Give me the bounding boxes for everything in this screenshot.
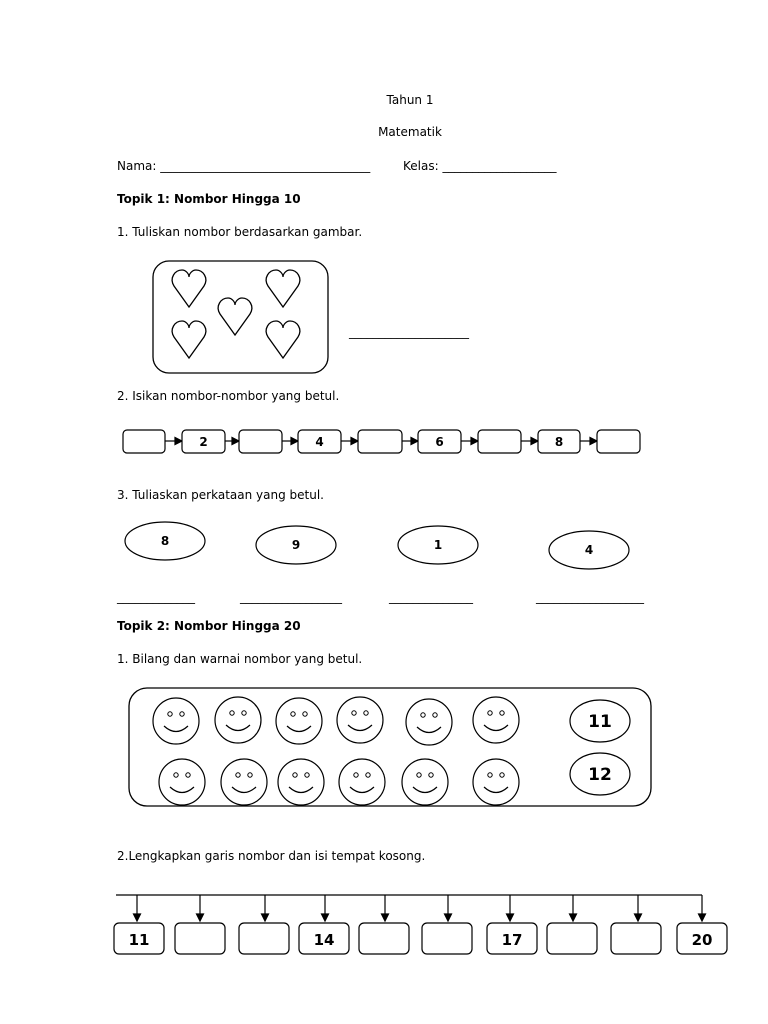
hearts-frame — [153, 261, 328, 373]
seq-box[interactable] — [298, 430, 341, 453]
seq-box[interactable] — [123, 430, 165, 453]
number-line-box[interactable] — [547, 923, 597, 954]
smiley-icon — [337, 697, 383, 743]
number-line-box[interactable] — [114, 923, 164, 954]
number-oval — [256, 526, 336, 564]
number-oval — [549, 531, 629, 569]
seq-box[interactable] — [478, 430, 521, 453]
option-number: 11 — [588, 712, 612, 732]
name-label: Nama: — [117, 159, 157, 173]
number-line-box[interactable] — [677, 923, 727, 954]
hearts-picture — [150, 258, 332, 376]
number-line-box[interactable] — [359, 923, 409, 954]
seq-box[interactable] — [239, 430, 282, 453]
seq-box[interactable] — [418, 430, 461, 453]
seq-box-value: 6 — [435, 435, 444, 449]
option-oval[interactable] — [570, 700, 630, 742]
number-line-value: 11 — [128, 931, 150, 949]
heart-icon — [266, 321, 300, 358]
heart-icon — [172, 270, 206, 307]
topic1-q2-text: 2. Isikan nombor-nombor yang betul. — [117, 389, 340, 403]
smiley-icon — [339, 759, 385, 805]
oval-number: 1 — [433, 538, 443, 552]
number-line-value: 20 — [691, 931, 713, 949]
seq-box-value: 2 — [199, 435, 208, 449]
smiley-icon — [153, 698, 199, 744]
name-line — [117, 159, 370, 173]
heart-icon — [266, 270, 300, 307]
subject-title: Matematik — [378, 125, 442, 139]
number-line-ticks — [134, 895, 706, 921]
number-line-box[interactable] — [422, 923, 472, 954]
smiley-icon — [402, 759, 448, 805]
seq-box-value: 4 — [315, 435, 324, 449]
heart-icon — [218, 298, 252, 335]
hearts-answer-field[interactable]: ____________________ — [349, 325, 469, 339]
topic2-q1-text: 1. Bilang dan warnai nombor yang betul. — [117, 652, 363, 666]
smiley-icon — [276, 698, 322, 744]
smiley-icon — [278, 759, 324, 805]
option-number: 12 — [588, 765, 612, 785]
class-label: Kelas: — [403, 159, 439, 173]
oval-number: 4 — [584, 543, 594, 557]
seq-box-value: 8 — [554, 435, 564, 449]
topic2-title: Topik 2: Nombor Hingga 20 — [117, 619, 301, 633]
topic1-q3-text: 3. Tuliaskan perkataan yang betul. — [117, 488, 324, 502]
seq-box[interactable] — [597, 430, 640, 453]
number-sequence-chain — [118, 425, 648, 460]
number-ovals — [118, 517, 638, 577]
smiley-icon — [406, 699, 452, 745]
word-answer-field[interactable]: __________________ — [536, 590, 644, 604]
class-line — [403, 159, 556, 173]
number-oval — [125, 522, 205, 560]
number-line-box[interactable] — [487, 923, 537, 954]
oval-number: 8 — [160, 534, 170, 548]
smiley-icon — [221, 759, 267, 805]
number-line-value: 14 — [313, 931, 335, 949]
name-field[interactable]: ___________________________________ — [160, 159, 371, 173]
word-answer-field[interactable]: _____________ — [117, 590, 195, 604]
oval-number: 9 — [291, 538, 301, 552]
number-line-value: 17 — [501, 931, 523, 949]
word-answer-field[interactable]: ______________ — [389, 590, 473, 604]
smiley-icon — [473, 697, 519, 743]
number-oval — [398, 526, 478, 564]
topic1-title: Topik 1: Nombor Hingga 10 — [117, 192, 301, 206]
option-oval[interactable] — [570, 753, 630, 795]
word-answer-field[interactable]: _________________ — [240, 590, 342, 604]
smiley-icon — [159, 759, 205, 805]
smiley-icon — [215, 697, 261, 743]
grade-title: Tahun 1 — [386, 93, 434, 107]
topic1-q1-text: 1. Tuliskan nombor berdasarkan gambar. — [117, 225, 363, 239]
number-line-box[interactable] — [175, 923, 225, 954]
heart-icon — [172, 321, 206, 358]
seq-box[interactable] — [358, 430, 402, 453]
smiley-counting-panel — [126, 685, 656, 810]
number-line-box[interactable] — [239, 923, 289, 954]
smiley-frame — [129, 688, 651, 806]
number-line — [110, 888, 735, 958]
smiley-icon — [473, 759, 519, 805]
topic2-q2-text: 2.Lengkapkan garis nombor dan isi tempat kosong. — [117, 849, 426, 863]
class-field[interactable]: ___________________ — [442, 159, 557, 173]
seq-box[interactable] — [182, 430, 225, 453]
number-line-box[interactable] — [611, 923, 661, 954]
number-line-box[interactable] — [299, 923, 349, 954]
seq-box[interactable] — [538, 430, 580, 453]
